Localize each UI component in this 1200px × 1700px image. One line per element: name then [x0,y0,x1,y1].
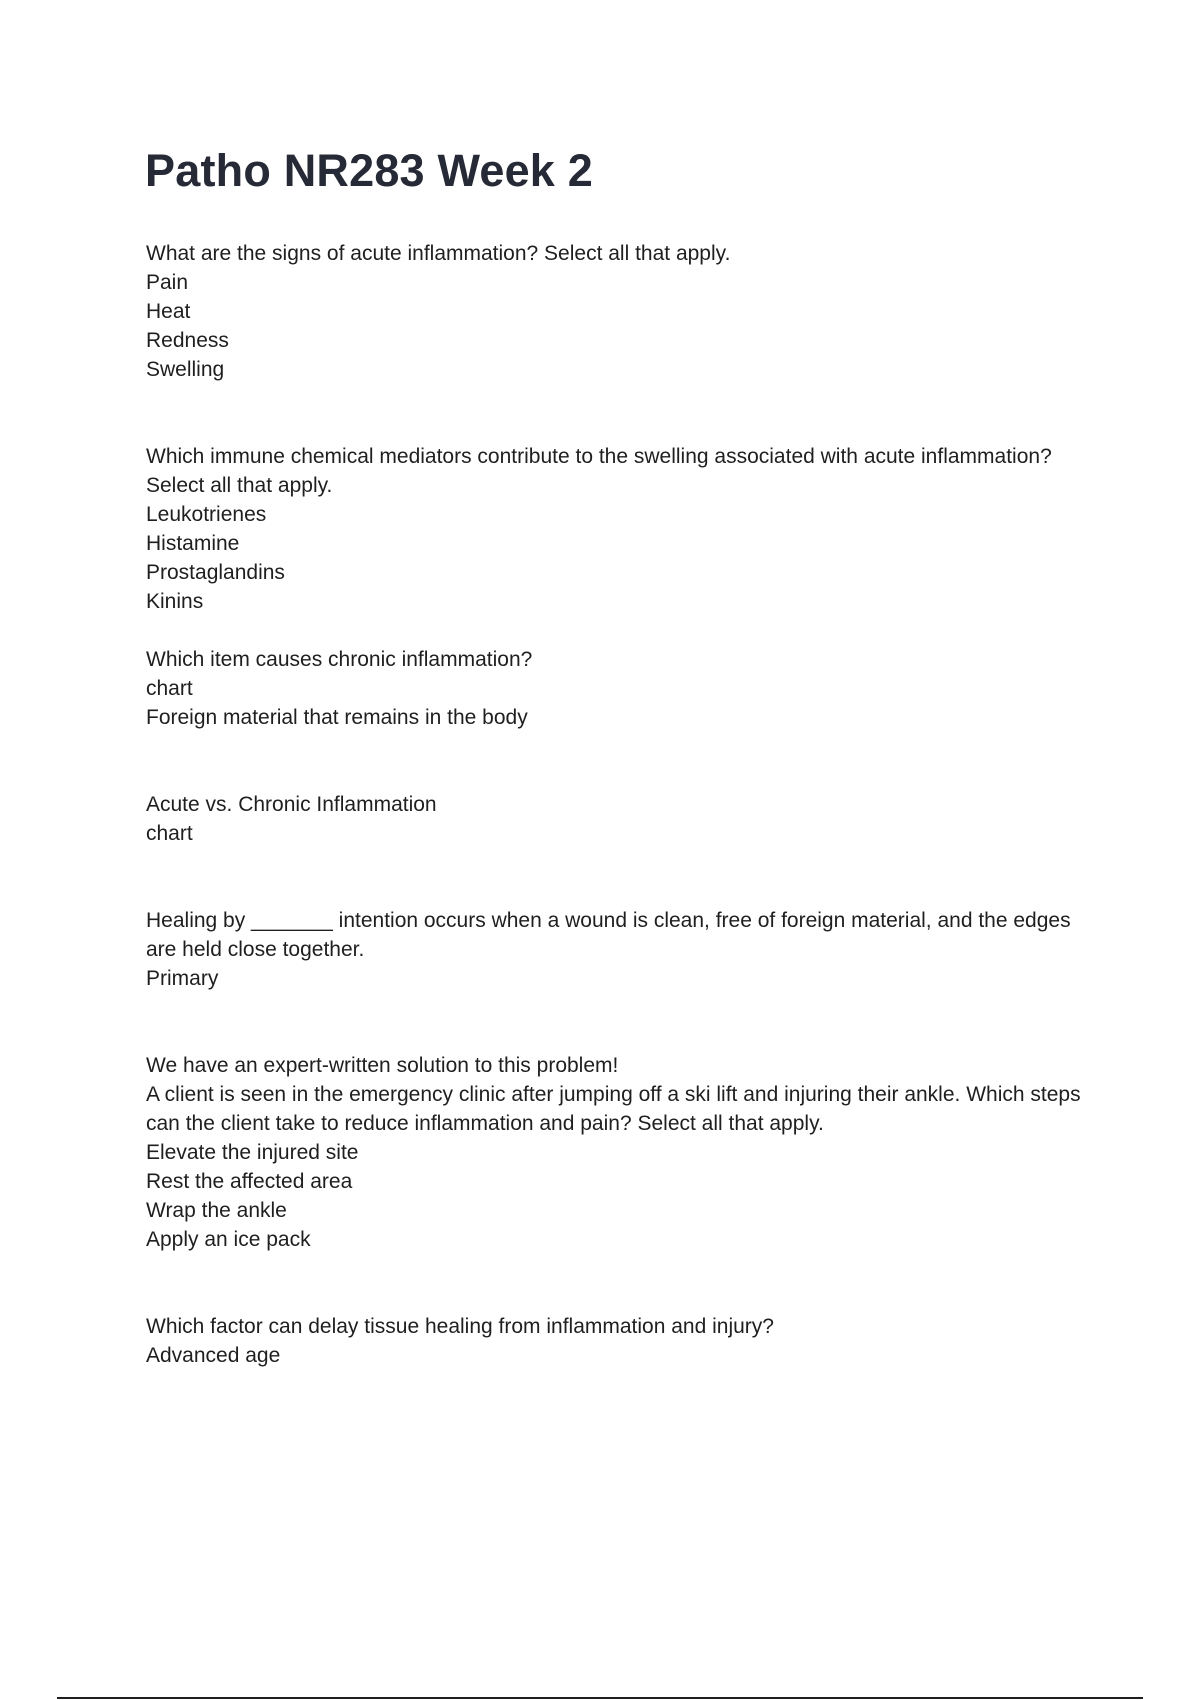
answer-item: Apply an ice pack [146,1228,311,1251]
question-text: Acute vs. Chronic Inflammation [146,793,437,816]
answer-item: Swelling [146,358,225,381]
question-block-6 [146,1051,1086,1254]
answer-item: Elevate the injured site [146,1141,359,1164]
question-block-3 [146,645,1086,732]
answer-item: Primary [146,967,219,990]
question-text: What are the signs of acute inflammation? Select all that apply. [146,242,731,265]
answer-item: Advanced age [146,1344,281,1367]
solution-note: We have an expert-written solution to this problem! [146,1054,619,1077]
answer-item: Histamine [146,532,240,555]
answer-item: Leukotrienes [146,503,267,526]
answer-item: Prostaglandins [146,561,285,584]
footer-divider [57,1697,1143,1699]
question-block-1 [146,239,1086,384]
page-title: Patho NR283 Week 2 [145,145,593,196]
question-text: A client is seen in the emergency clinic after jumping off a ski lift and injuring their ankle. Which steps can the client take to reduce inflammation and pain? Select all that apply. [146,1083,1081,1135]
answer-item: Foreign material that remains in the body [146,706,528,729]
question-text: Which factor can delay tissue healing from inflammation and injury? [146,1315,774,1338]
answer-item: Kinins [146,590,204,613]
question-block-4 [146,790,1086,848]
answer-item: chart [146,677,193,700]
answer-item: chart [146,822,193,845]
document-content [146,239,1086,1370]
question-block-2 [146,442,1086,616]
answer-item: Wrap the ankle [146,1199,287,1222]
question-block-5 [146,906,1086,993]
question-text: Which immune chemical mediators contribute to the swelling associated with acute inflammation? Select all that apply. [146,445,1052,497]
answer-item: Pain [146,271,189,294]
answer-item: Redness [146,329,229,352]
question-block-7 [146,1312,1086,1370]
answer-item: Heat [146,300,191,323]
question-text: Healing by _______ intention occurs when a wound is clean, free of foreign material, and the edges are held close together. [146,909,1071,961]
question-text: Which item causes chronic inflammation? [146,648,533,671]
answer-item: Rest the affected area [146,1170,353,1193]
